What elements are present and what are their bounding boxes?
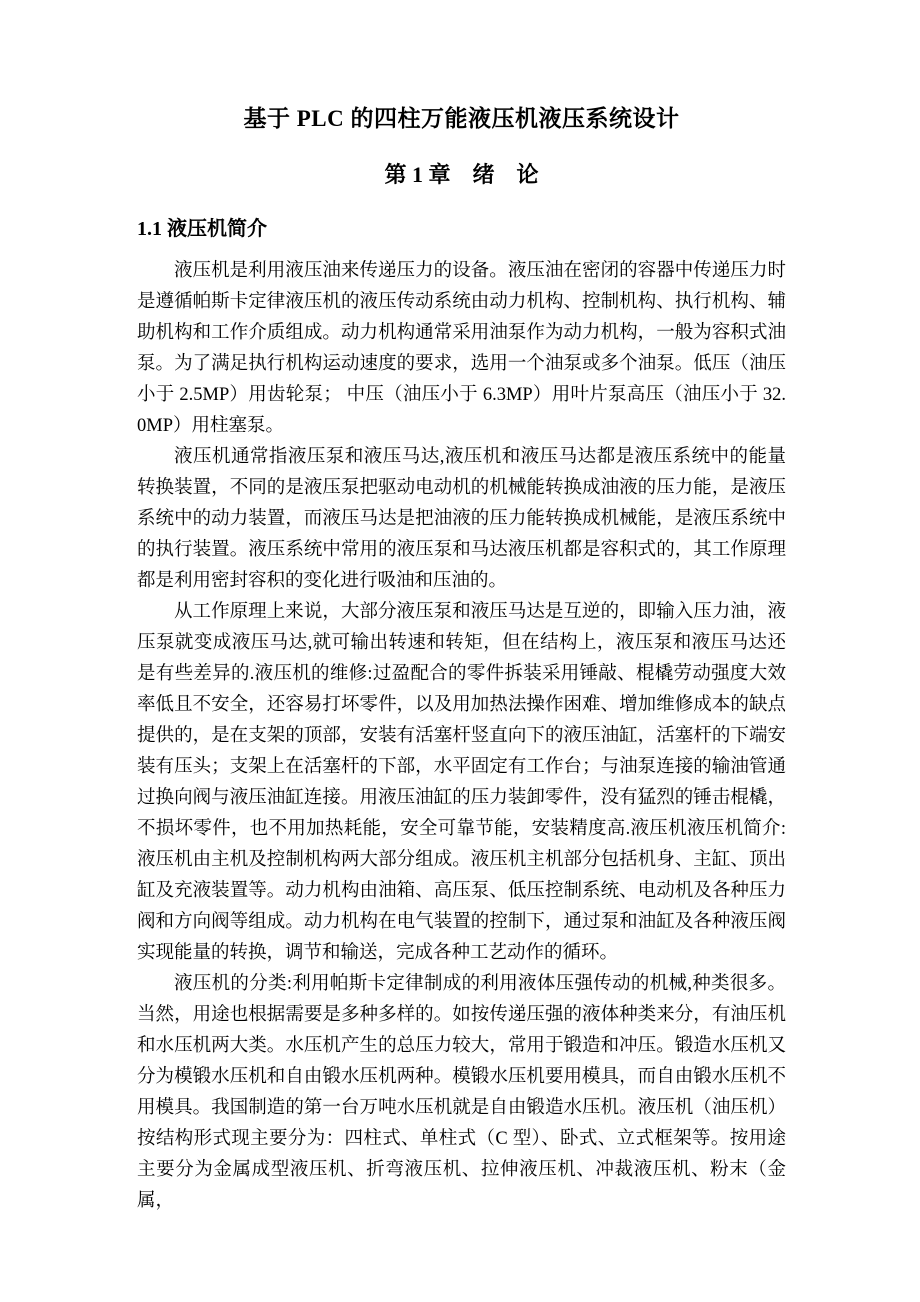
- document-title: 基于 PLC 的四柱万能液压机液压系统设计: [243, 106, 680, 131]
- paragraph-2: 液压机通常指液压泵和液压马达,液压机和液压马达都是液压系统中的能量转换装置，不同的是液压泵把驱动电动机的机械能转换成油液的压力能，是液压系统中的动力装置，而液压马达是把油液的压力能转换成机械能，是液压系统中的执行装置。液压系统中常用的液压泵和马达液压机都是容积式的，其工作原理都是利用密封容积的变化进行吸油和压油的。: [137, 447, 786, 591]
- section-heading: 1.1 液压机简介: [137, 218, 267, 240]
- paragraph-1: 液压机是利用液压油来传递压力的设备。液压油在密闭的容器中传递压力时是遵循帕斯卡定律液压机的液压传动系统由动力机构、控制机构、执行机构、辅助机构和工作介质组成。动力机构通常采用油泵作为动力机构，一般为容积式油泵。为了满足执行机构运动速度的要求，选用一个油泵或多个油泵。低压（油压小于 2.5MP）用齿轮泵； 中压（油压小于 6.3MP）用叶片泵高压（油压小于 32.0MP）用柱塞泵。: [137, 261, 786, 436]
- paragraph-4: 液压机的分类:利用帕斯卡定律制成的利用液体压强传动的机械,种类很多。当然，用途也根据需要是多种多样的。如按传递压强的液体种类来分，有油压机和水压机两大类。水压机产生的总压力较大，常用于锻造和冲压。锻造水压机又分为模锻水压机和自由锻水压机两种。模锻水压机要用模具，而自由锻水压机不用模具。我国制造的第一台万吨水压机就是自由锻造水压机。液压机（油压机）按结构形式现主要分为：四柱式、单柱式（C 型）、卧式、立式框架等。按用途主要分为金属成型液压机、折弯液压机、拉伸液压机、冲裁液压机、粉末（金属，: [137, 974, 786, 1211]
- chapter-heading: 第 1 章 绪 论: [384, 162, 539, 187]
- paragraph-3: 从工作原理上来说，大部分液压泵和液压马达是互逆的，即输入压力油，液压泵就变成液压马达,就可输出转速和转矩，但在结构上，液压泵和液压马达还是有些差异的.液压机的维修:过盈配合的零件拆装采用锤敲、棍橇劳动强度大效率低且不安全，还容易打坏零件，以及用加热法操作困难、增加维修成本的缺点提供的，是在支架的顶部，安装有活塞杆竖直向下的液压油缸，活塞杆的下端安装有压头；支架上在活塞杆的下部，水平固定有工作台；与油泵连接的输油管通过换向阀与液压油缸连接。用液压油缸的压力装卸零件，没有猛烈的锤击棍橇，不损坏零件，也不用加热耗能，安全可靠节能，安装精度高.液压机液压机简介:液压机由主机及控制机构两大部分组成。液压机主机部分包括机身、主缸、顶出缸及充液装置等。动力机构由油箱、高压泵、低压控制系统、电动机及各种压力阀和方向阀等组成。动力机构在电气装置的控制下，通过泵和油缸及各种液压阀实现能量的转换，调节和输送，完成各种工艺动作的循环。: [137, 602, 786, 963]
